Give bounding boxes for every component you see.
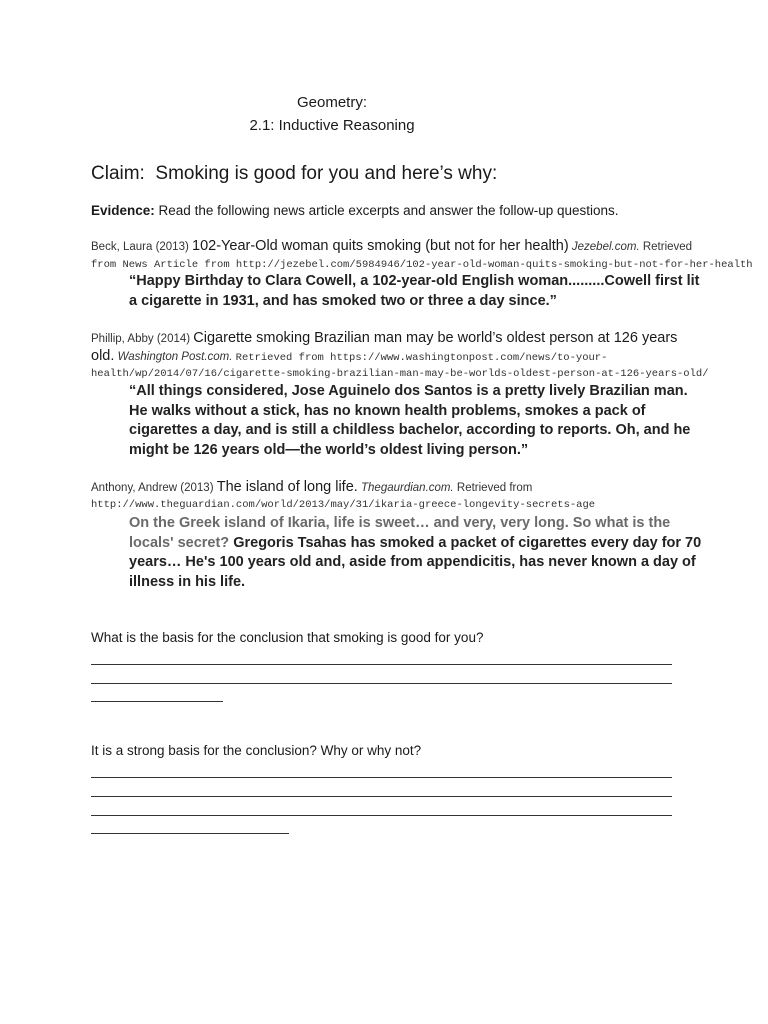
answer-line[interactable] [91, 664, 672, 665]
answer-line[interactable] [91, 815, 672, 816]
question-prompt: It is a strong basis for the conclusion? Why or why not? [91, 743, 422, 758]
article-citation [91, 238, 692, 256]
article-quote: “Happy Birthday to Clara Cowell, a 102-year-old English woman.........Cowell first lit a cigarette in 1931, and has smoked two or three a day since.” [129, 273, 700, 309]
article-url: from News Article from http://jezebel.com/5984946/102-year-old-woman-quits-smoking-but-not-for-her-health [91, 259, 753, 271]
article-source: Jezebel.com. [571, 241, 640, 253]
article-headline: 102-Year-Old woman quits smoking (but not for her health) [192, 238, 569, 254]
article-citation [91, 330, 677, 348]
answer-line[interactable] [91, 701, 223, 702]
article-quote: On the Greek island of Ikaria, life is sweet… and very, very long. So what is the locals' secret? Gregoris Tsahas has smoked a packet of cigarettes every day for 70 years… He's 100 years old and, aside from appendicitis, has never known a day of illness in his life. [129, 515, 702, 590]
claim-statement [91, 163, 497, 185]
article-citation-line2: old. Washington Post.com. Retrieved from https://www.washingtonpost.com/news/to-your- [91, 348, 608, 364]
article-source: Washington Post.com. [117, 351, 233, 363]
article-retrieved: Retrieved [642, 241, 693, 253]
article-citation [91, 479, 532, 497]
article-author: Anthony, Andrew (2013) [91, 482, 214, 494]
article-quote: “All things considered, Jose Aguinelo dos Santos is a pretty lively Brazilian man. He walks without a stick, has no known health problems, smokes a pack of cigarettes a day, and is still a childless bachelor, according to reports. Oh, and he might be 126 years old—the world’s oldest living person.” [129, 383, 691, 458]
question-prompt: What is the basis for the conclusion that smoking is good for you? [91, 630, 484, 645]
article-headline: The island of long life. [216, 479, 358, 495]
evidence-instructions [91, 203, 619, 218]
claim-text: Smoking is good for you and here’s why: [155, 163, 498, 184]
article-headline: Cigarette smoking Brazilian man may be world’s oldest person at 126 years [193, 330, 678, 346]
lesson-heading: 2.1: Inductive Reasoning [249, 117, 415, 134]
evidence-label: Evidence: [91, 203, 155, 218]
article-retrieved: Retrieved from [456, 482, 533, 494]
answer-line[interactable] [91, 833, 289, 834]
answer-line[interactable] [91, 796, 672, 797]
article-url: health/wp/2014/07/16/cigarette-smoking-brazilian-man-may-be-worlds-oldest-person-at-126-years-old/ [91, 368, 709, 380]
article-author: Phillip, Abby (2014) [91, 333, 191, 345]
article-source: Thegaurdian.com. [361, 482, 454, 494]
article-url: http://www.theguardian.com/world/2013/may/31/ikaria-greece-longevity-secrets-age [91, 499, 596, 511]
claim-label: Claim: [91, 163, 145, 184]
answer-line[interactable] [91, 777, 672, 778]
subject-heading: Geometry: [296, 94, 368, 111]
article-retrieved: Retrieved from https://www.washingtonpost.com/news/to-your- [235, 352, 608, 364]
evidence-text: Read the following news article excerpts and answer the follow-up questions. [158, 203, 619, 218]
answer-line[interactable] [91, 683, 672, 684]
article-author: Beck, Laura (2013) [91, 241, 189, 253]
